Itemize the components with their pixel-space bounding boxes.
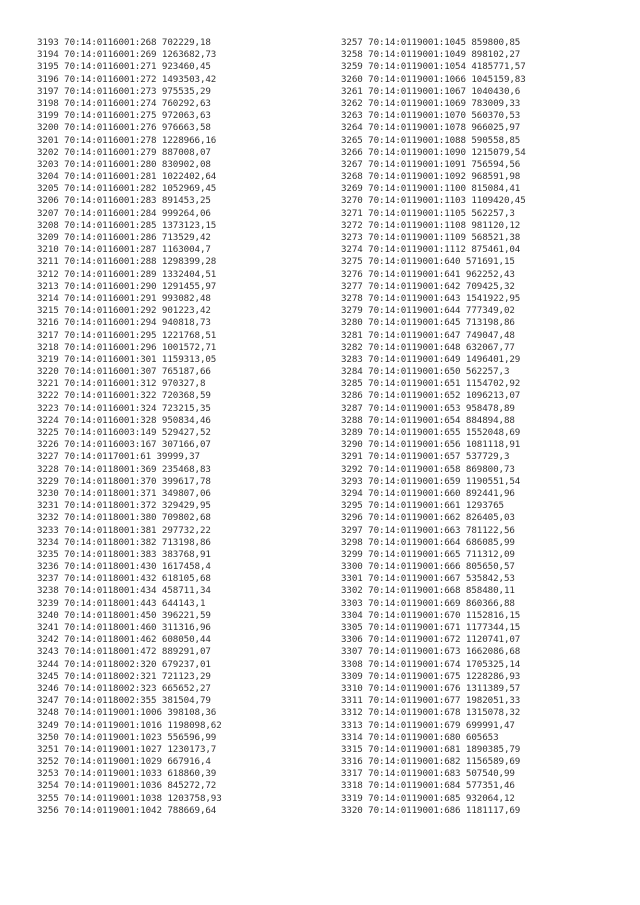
record-line: 3312 70:14:0119001:678 1315078,32 xyxy=(341,707,521,719)
record-line: 3235 70:14:0118001:383 383768,91 xyxy=(37,548,211,560)
record-line: 3199 70:14:0116001:275 972063,63 xyxy=(37,110,211,122)
record-line: 3310 70:14:0119001:676 1311389,57 xyxy=(341,682,521,694)
record-line: 3246 70:14:0118002:323 665652,27 xyxy=(37,682,211,694)
record-line: 3311 70:14:0119001:677 1982051,33 xyxy=(341,695,521,707)
record-line: 3243 70:14:0118001:472 889291,07 xyxy=(37,646,211,658)
record-line: 3306 70:14:0119001:672 1120741,07 xyxy=(341,634,521,646)
record-line: 3255 70:14:0119001:1038 1203758,93 xyxy=(37,792,222,804)
record-line: 3247 70:14:0118002:355 381504,79 xyxy=(37,695,211,707)
record-line: 3287 70:14:0119001:653 958478,89 xyxy=(341,402,515,414)
left-column xyxy=(37,37,222,817)
record-line: 3270 70:14:0119001:1103 1109420,45 xyxy=(341,195,526,207)
record-line: 3260 70:14:0119001:1066 1045159,83 xyxy=(341,73,526,85)
record-line: 3208 70:14:0116001:285 1373123,15 xyxy=(37,219,217,231)
record-line: 3251 70:14:0119001:1027 1230173,7 xyxy=(37,743,217,755)
record-line: 3237 70:14:0118001:432 618105,68 xyxy=(37,573,211,585)
record-line: 3204 70:14:0116001:281 1022402,64 xyxy=(37,171,217,183)
record-line: 3305 70:14:0119001:671 1177344,15 xyxy=(341,622,521,633)
record-line: 3288 70:14:0119001:654 884894,88 xyxy=(341,414,515,426)
record-line: 3232 70:14:0118001:380 709802,68 xyxy=(37,512,211,524)
record-line: 3210 70:14:0116001:287 1163004,7 xyxy=(37,244,211,256)
record-line: 3278 70:14:0119001:643 1541922,95 xyxy=(341,292,521,304)
record-line: 3248 70:14:0119001:1006 398108,36 xyxy=(37,707,217,719)
record-line: 3222 70:14:0116001:322 720368,59 xyxy=(37,390,211,402)
record-line: 3211 70:14:0116001:288 1298399,28 xyxy=(37,256,217,268)
record-line: 3216 70:14:0116001:294 940818,73 xyxy=(37,317,211,329)
record-line: 3296 70:14:0119001:662 826405,03 xyxy=(341,512,515,524)
record-line: 3240 70:14:0118001:450 396221,59 xyxy=(37,609,211,621)
record-line: 3274 70:14:0119001:1112 875461,04 xyxy=(341,244,521,256)
record-line: 3219 70:14:0116001:301 1159313,05 xyxy=(37,353,217,365)
record-line: 3227 70:14:0117001:61 39999,37 xyxy=(37,451,200,463)
record-line: 3239 70:14:0118001:443 644143,1 xyxy=(37,597,206,609)
record-line: 3286 70:14:0119001:652 1096213,07 xyxy=(341,390,521,402)
record-line: 3252 70:14:0119001:1029 667916,4 xyxy=(37,756,211,768)
record-line: 3213 70:14:0116001:290 1291455,97 xyxy=(37,280,217,292)
record-line: 3249 70:14:0119001:1016 1198098,62 xyxy=(37,719,222,731)
record-line: 3320 70:14:0119001:686 1181117,69 xyxy=(341,804,521,816)
record-line: 3234 70:14:0118001:382 713198,86 xyxy=(37,536,211,548)
record-line: 3319 70:14:0119001:685 932064,12 xyxy=(341,792,515,804)
record-line: 3265 70:14:0119001:1088 590558,85 xyxy=(341,134,521,146)
record-line: 3193 70:14:0116001:268 702229,18 xyxy=(37,37,211,48)
right-column xyxy=(341,37,526,817)
record-line: 3276 70:14:0119001:641 962252,43 xyxy=(341,268,515,280)
record-line: 3256 70:14:0119001:1042 788669,64 xyxy=(37,804,217,816)
record-line: 3254 70:14:0119001:1036 845272,72 xyxy=(37,780,217,792)
record-line: 3275 70:14:0119001:640 571691,15 xyxy=(341,256,515,268)
record-line: 3231 70:14:0118001:372 329429,95 xyxy=(37,500,211,512)
record-line: 3206 70:14:0116001:283 891453,25 xyxy=(37,195,211,207)
record-line: 3218 70:14:0116001:296 1001572,71 xyxy=(37,341,217,353)
record-line: 3201 70:14:0116001:278 1228966,16 xyxy=(37,134,217,146)
record-line: 3302 70:14:0119001:668 858480,11 xyxy=(341,585,515,597)
record-line: 3273 70:14:0119001:1109 568521,38 xyxy=(341,232,521,243)
record-line: 3258 70:14:0119001:1049 898102,27 xyxy=(341,49,521,61)
record-line: 3198 70:14:0116001:274 760292,63 xyxy=(37,97,211,109)
record-line: 3301 70:14:0119001:667 535842,53 xyxy=(341,573,515,585)
record-line: 3314 70:14:0119001:680 605653 xyxy=(341,731,499,743)
record-line: 3307 70:14:0119001:673 1662086,68 xyxy=(341,646,521,658)
record-line: 3297 70:14:0119001:663 781122,56 xyxy=(341,524,515,536)
record-line: 3228 70:14:0118001:369 235468,83 xyxy=(37,463,211,475)
record-line: 3263 70:14:0119001:1070 560370,53 xyxy=(341,110,521,122)
record-line: 3202 70:14:0116001:279 887008,07 xyxy=(37,146,211,158)
record-line: 3241 70:14:0118001:460 311316,96 xyxy=(37,622,211,633)
record-line: 3292 70:14:0119001:658 869800,73 xyxy=(341,463,515,475)
record-line: 3282 70:14:0119001:648 632067,77 xyxy=(341,341,515,353)
record-line: 3285 70:14:0119001:651 1154702,92 xyxy=(341,378,521,390)
record-line: 3226 70:14:0116003:167 307166,07 xyxy=(37,439,211,451)
record-line: 3277 70:14:0119001:642 709425,32 xyxy=(341,280,515,292)
record-line: 3250 70:14:0119001:1023 556596,99 xyxy=(37,731,217,743)
record-line: 3303 70:14:0119001:669 860366,88 xyxy=(341,597,515,609)
record-line: 3194 70:14:0116001:269 1263682,73 xyxy=(37,49,217,61)
record-line: 3315 70:14:0119001:681 1890385,79 xyxy=(341,743,521,755)
record-line: 3215 70:14:0116001:292 901223,42 xyxy=(37,305,211,317)
record-line: 3212 70:14:0116001:289 1332404,51 xyxy=(37,268,217,280)
record-line: 3233 70:14:0118001:381 297732,22 xyxy=(37,524,211,536)
record-line: 3299 70:14:0119001:665 711312,09 xyxy=(341,548,515,560)
record-line: 3279 70:14:0119001:644 777349,02 xyxy=(341,305,515,317)
record-line: 3209 70:14:0116001:286 713529,42 xyxy=(37,232,211,243)
record-line: 3304 70:14:0119001:670 1152816,15 xyxy=(341,609,521,621)
record-line: 3236 70:14:0118001:430 1617458,4 xyxy=(37,561,211,573)
record-line: 3293 70:14:0119001:659 1190551,54 xyxy=(341,475,521,487)
record-line: 3271 70:14:0119001:1105 562257,3 xyxy=(341,207,515,219)
record-line: 3207 70:14:0116001:284 999264,06 xyxy=(37,207,211,219)
record-line: 3294 70:14:0119001:660 892441,96 xyxy=(341,487,515,499)
record-line: 3281 70:14:0119001:647 749047,48 xyxy=(341,329,515,341)
record-line: 3224 70:14:0116001:328 950834,46 xyxy=(37,414,211,426)
record-line: 3280 70:14:0119001:645 713198,86 xyxy=(341,317,515,329)
record-line: 3298 70:14:0119001:664 686085,99 xyxy=(341,536,515,548)
record-line: 3318 70:14:0119001:684 577351,46 xyxy=(341,780,515,792)
record-line: 3272 70:14:0119001:1108 981120,12 xyxy=(341,219,521,231)
record-line: 3313 70:14:0119001:679 699991,47 xyxy=(341,719,515,731)
record-line: 3257 70:14:0119001:1045 859800,85 xyxy=(341,37,521,48)
record-line: 3269 70:14:0119001:1100 815084,41 xyxy=(341,183,521,195)
record-line: 3295 70:14:0119001:661 1293765 xyxy=(341,500,504,512)
record-line: 3308 70:14:0119001:674 1705325,14 xyxy=(341,658,521,670)
record-line: 3221 70:14:0116001:312 970327,8 xyxy=(37,378,206,390)
record-line: 3259 70:14:0119001:1054 4185771,57 xyxy=(341,61,526,73)
record-line: 3225 70:14:0116003:149 529427,52 xyxy=(37,427,211,438)
record-line: 3262 70:14:0119001:1069 783009,33 xyxy=(341,97,521,109)
record-line: 3223 70:14:0116001:324 723215,35 xyxy=(37,402,211,414)
record-line: 3200 70:14:0116001:276 976663,58 xyxy=(37,122,211,134)
record-line: 3220 70:14:0116001:307 765187,66 xyxy=(37,366,211,378)
record-line: 3300 70:14:0119001:666 805650,57 xyxy=(341,561,515,573)
record-line: 3316 70:14:0119001:682 1156589,69 xyxy=(341,756,521,768)
record-line: 3283 70:14:0119001:649 1496401,29 xyxy=(341,353,521,365)
record-line: 3244 70:14:0118002:320 679237,01 xyxy=(37,658,211,670)
record-line: 3217 70:14:0116001:295 1221768,51 xyxy=(37,329,217,341)
record-line: 3291 70:14:0119001:657 537729,3 xyxy=(341,451,510,463)
record-line: 3289 70:14:0119001:655 1552048,69 xyxy=(341,427,521,438)
record-line: 3266 70:14:0119001:1090 1215079,54 xyxy=(341,146,526,158)
record-line: 3238 70:14:0118001:434 458711,34 xyxy=(37,585,211,597)
record-line: 3203 70:14:0116001:280 830902,08 xyxy=(37,158,211,170)
record-line: 3264 70:14:0119001:1078 966025,97 xyxy=(341,122,521,134)
record-line: 3317 70:14:0119001:683 507540,99 xyxy=(341,768,515,780)
record-line: 3214 70:14:0116001:291 993082,48 xyxy=(37,292,211,304)
record-line: 3268 70:14:0119001:1092 968591,98 xyxy=(341,171,521,183)
record-line: 3253 70:14:0119001:1033 618860,39 xyxy=(37,768,217,780)
record-line: 3309 70:14:0119001:675 1228286,93 xyxy=(341,670,521,682)
record-line: 3230 70:14:0118001:371 349807,06 xyxy=(37,487,211,499)
record-line: 3290 70:14:0119001:656 1081118,91 xyxy=(341,439,521,451)
record-line: 3242 70:14:0118001:462 608050,44 xyxy=(37,634,211,646)
record-line: 3229 70:14:0118001:370 399617,78 xyxy=(37,475,211,487)
record-line: 3205 70:14:0116001:282 1052969,45 xyxy=(37,183,217,195)
record-line: 3245 70:14:0118002:321 721123,29 xyxy=(37,670,211,682)
record-line: 3196 70:14:0116001:272 1493503,42 xyxy=(37,73,217,85)
record-line: 3197 70:14:0116001:273 975535,29 xyxy=(37,85,211,97)
record-line: 3267 70:14:0119001:1091 756594,56 xyxy=(341,158,521,170)
record-line: 3284 70:14:0119001:650 562257,3 xyxy=(341,366,510,378)
record-line: 3195 70:14:0116001:271 923460,45 xyxy=(37,61,211,73)
record-line: 3261 70:14:0119001:1067 1040430,6 xyxy=(341,85,521,97)
